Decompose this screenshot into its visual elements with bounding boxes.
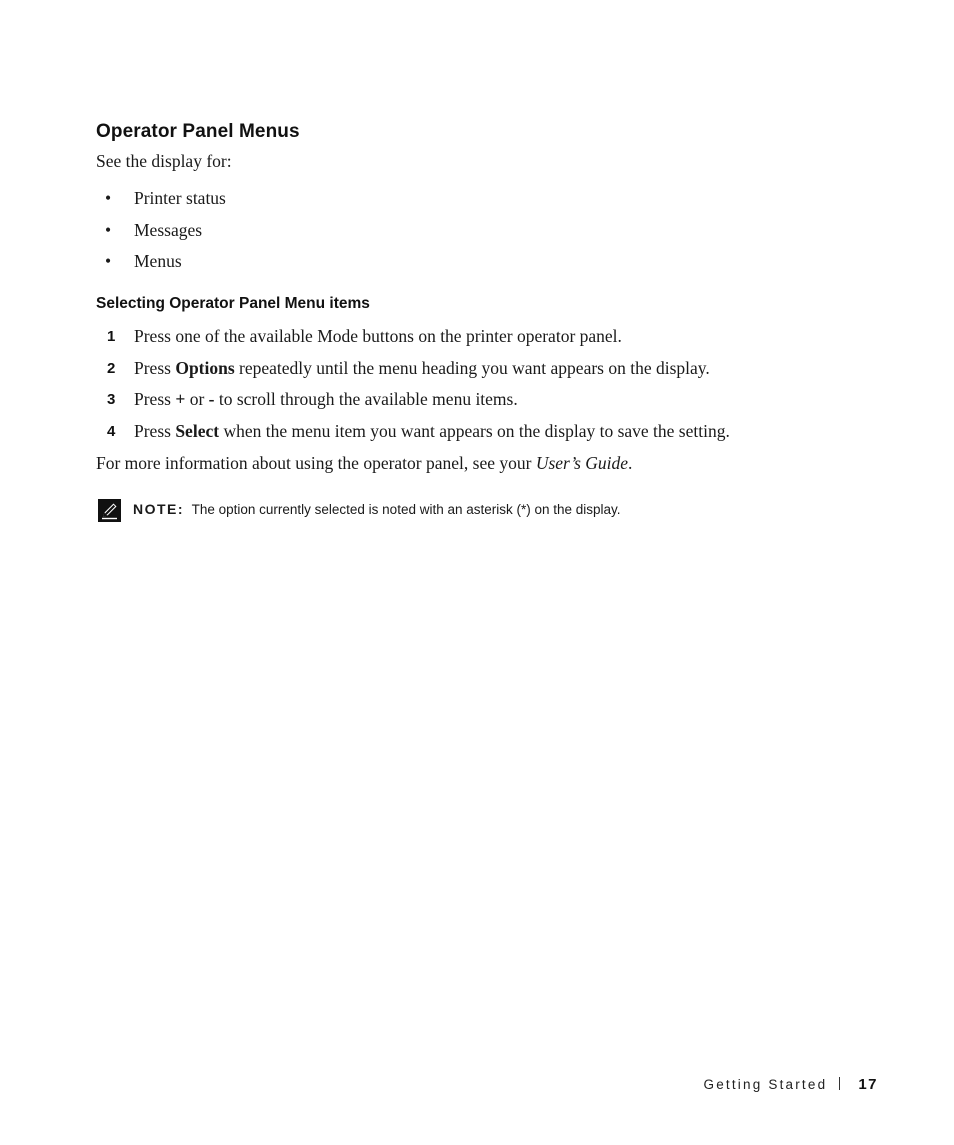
more-info-pre: For more information about using the operator panel, see your (96, 453, 536, 473)
options-button-label: Options (175, 357, 235, 378)
section-subheading: Selecting Operator Panel Menu items (96, 295, 370, 312)
pencil-note-icon (98, 499, 121, 522)
step-text-post: when the menu item you want appears on the display to save the setting. (219, 421, 730, 442)
list-item (96, 188, 226, 220)
list-item (96, 251, 226, 283)
step-number: 4 (107, 423, 116, 441)
step-text-post: to scroll through the available menu items. (214, 389, 518, 410)
step-number: 1 (107, 328, 116, 345)
step-3 (96, 389, 730, 421)
plus-button-label: + (175, 389, 186, 410)
display-items-list (96, 188, 226, 283)
page-heading: Operator Panel Menus (96, 121, 300, 142)
page-footer (704, 1076, 879, 1094)
note-text (133, 501, 621, 517)
step-text-pre: Press (134, 389, 176, 410)
step-2 (96, 358, 730, 390)
bullet-icon: • (105, 188, 112, 208)
select-button-label: Select (175, 421, 220, 442)
step-4 (96, 421, 730, 453)
list-item-text: Menus (134, 251, 182, 271)
step-1 (96, 326, 730, 358)
list-item (96, 220, 226, 252)
more-info-text (96, 453, 632, 474)
page-number: 17 (858, 1076, 878, 1093)
step-text-mid: or (185, 389, 209, 410)
step-number: 2 (107, 359, 116, 377)
more-info-post: . (628, 453, 633, 473)
bullet-icon: • (105, 251, 112, 271)
step-text-pre: Press (134, 421, 176, 442)
step-number: 3 (107, 391, 116, 409)
intro-text: See the display for: (96, 151, 232, 171)
bullet-icon: • (105, 219, 112, 240)
step-text-pre: Press (134, 357, 176, 378)
step-text-post: repeatedly until the menu heading you want appears on the display. (234, 357, 710, 378)
steps-list (96, 326, 730, 453)
step-text: Press one of the available Mode buttons on the printer operator panel. (134, 326, 622, 346)
users-guide-title: User’s Guide (535, 453, 629, 473)
note-label: NOTE: (133, 501, 185, 517)
list-item-text: Messages (134, 219, 203, 240)
note-body: The option currently selected is noted with an asterisk (*) on the display. (191, 502, 621, 517)
footer-section-title: Getting Started (703, 1077, 828, 1092)
footer-divider (839, 1077, 840, 1090)
minus-button-label: - (208, 389, 215, 410)
list-item-text: Printer status (134, 188, 226, 208)
